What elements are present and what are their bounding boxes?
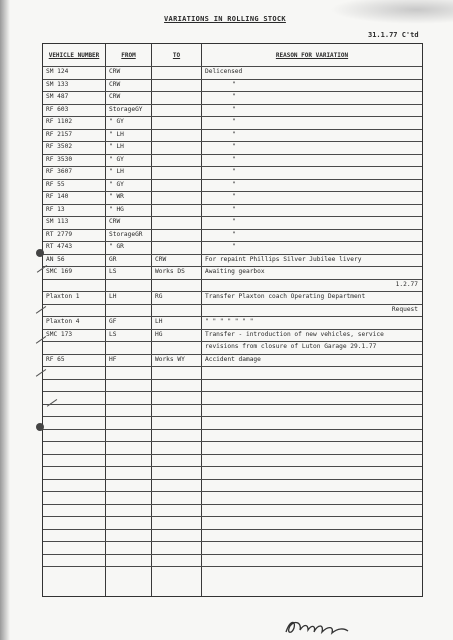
to-cell xyxy=(152,154,203,166)
reason-cell: " xyxy=(232,80,236,88)
reason-cell: Awaiting gearbox xyxy=(205,268,265,275)
table-row xyxy=(43,316,422,328)
vehicle-number-cell: RF 3607 xyxy=(46,168,73,175)
from-cell: LS xyxy=(109,268,117,275)
vehicle-number-cell: SMC 169 xyxy=(46,268,73,275)
photocopy-smudge xyxy=(330,0,453,24)
to-cell: HG xyxy=(155,330,163,338)
to-cell: CRW xyxy=(155,255,167,263)
from-cell: " GR xyxy=(109,243,124,250)
empty-table-row xyxy=(43,479,422,491)
from-cell xyxy=(106,304,153,316)
from-cell: CRW xyxy=(109,218,121,225)
vehicle-number-cell: RF 3530 xyxy=(46,155,73,163)
vehicle-number-cell: RF 3502 xyxy=(46,143,73,150)
from-cell: CRW xyxy=(109,68,121,75)
empty-table-row xyxy=(43,379,422,391)
vehicle-number-cell: RF 65 xyxy=(46,355,65,363)
empty-table-row xyxy=(43,529,422,541)
to-cell: LH xyxy=(155,318,163,325)
header-vehicle-number: VEHICLE NUMBER xyxy=(48,51,100,59)
vehicle-number-cell xyxy=(43,341,108,353)
vehicle-number-cell: Plaxton 1 xyxy=(46,293,80,300)
table-header xyxy=(43,44,422,66)
vehicle-number-cell: Plaxton 4 xyxy=(46,318,80,325)
from-cell: " GY xyxy=(109,118,124,125)
reason-cell: revisions from closure of Luton Garage 29.1.77 xyxy=(205,343,377,350)
reason-cell: Transfer Plaxton coach Operating Department xyxy=(205,293,366,300)
table-row xyxy=(43,304,422,316)
header-to: TO xyxy=(172,51,181,59)
to-cell xyxy=(152,304,203,316)
empty-table-row xyxy=(43,491,422,503)
document-title: VARIATIONS IN ROLLING STOCK xyxy=(164,15,286,23)
empty-table-row xyxy=(43,504,422,516)
table-row xyxy=(43,91,422,103)
to-cell: Works DS xyxy=(155,268,185,275)
table-row xyxy=(43,279,422,291)
empty-table-row xyxy=(43,516,422,528)
reason-cell: " " " " " " " xyxy=(205,318,254,325)
to-cell: RG xyxy=(155,293,163,300)
header-from: FROM xyxy=(121,51,136,59)
to-cell xyxy=(152,166,203,178)
from-cell: " LH xyxy=(109,130,124,138)
table-row xyxy=(43,66,422,78)
table-row xyxy=(43,154,422,166)
table-row xyxy=(43,254,422,266)
reason-cell: " xyxy=(232,180,236,188)
from-cell: " GY xyxy=(109,155,124,163)
reason-cell: Transfer - introduction of new vehicles, service xyxy=(205,330,384,338)
from-cell: CRW xyxy=(109,80,121,88)
from-cell: " GY xyxy=(109,180,124,188)
table-row xyxy=(43,116,422,128)
table-row xyxy=(43,204,422,216)
table-row xyxy=(43,191,422,203)
vehicle-number-cell xyxy=(43,304,108,316)
empty-table-row xyxy=(43,416,422,428)
empty-table-row xyxy=(43,404,422,416)
reason-cell: " xyxy=(232,243,236,250)
from-cell: " WR xyxy=(109,193,124,200)
vehicle-number-cell: AN 56 xyxy=(46,255,65,263)
table-row xyxy=(43,329,422,341)
to-cell xyxy=(152,204,203,216)
reason-cell: " xyxy=(232,155,236,163)
vehicle-number-cell xyxy=(43,279,108,291)
to-cell xyxy=(152,141,203,153)
to-cell xyxy=(152,241,203,253)
table-row xyxy=(43,104,422,116)
empty-table-row xyxy=(43,391,422,403)
vehicle-number-cell: RF 140 xyxy=(46,193,69,200)
punch-hole xyxy=(36,423,44,431)
from-cell xyxy=(106,279,153,291)
vehicle-number-cell: SM 133 xyxy=(46,80,69,88)
to-cell xyxy=(152,66,203,78)
vehicle-number-cell: RF 55 xyxy=(46,180,65,188)
document-date: 31.1.77 C'td xyxy=(368,31,419,39)
variations-table xyxy=(42,43,423,597)
from-cell: CRW xyxy=(109,93,121,100)
table-row xyxy=(43,266,422,278)
vehicle-number-cell: RT 2779 xyxy=(46,230,73,238)
table-row xyxy=(43,166,422,178)
reason-cell: " xyxy=(232,218,236,225)
to-cell xyxy=(152,116,203,128)
vehicle-number-cell: RT 4743 xyxy=(46,243,73,250)
reason-cell: " xyxy=(232,143,236,150)
reason-cell: " xyxy=(232,168,236,175)
from-cell: " HG xyxy=(109,205,124,213)
empty-table-row xyxy=(43,454,422,466)
empty-table-row xyxy=(43,366,422,378)
to-cell xyxy=(152,279,203,291)
vehicle-number-cell: RF 603 xyxy=(46,105,69,113)
table-row xyxy=(43,291,422,303)
from-cell: HF xyxy=(109,355,117,363)
to-cell xyxy=(152,104,203,116)
reason-cell: " xyxy=(232,118,236,125)
empty-table-row xyxy=(43,429,422,441)
from-cell: GR xyxy=(109,255,117,263)
vehicle-number-cell: SM 113 xyxy=(46,218,69,225)
reason-cell: " xyxy=(232,230,236,238)
reason-cell: " xyxy=(232,105,236,113)
vehicle-number-cell: RF 13 xyxy=(46,205,65,213)
from-cell: LS xyxy=(109,330,117,338)
from-cell: StorageGY xyxy=(109,105,143,113)
empty-table-row xyxy=(43,466,422,478)
vehicle-number-cell: RF 2157 xyxy=(46,130,73,138)
empty-table-row xyxy=(43,554,422,566)
page-edge-shadow xyxy=(0,0,10,640)
table-row xyxy=(43,216,422,228)
from-cell: LH xyxy=(109,293,117,300)
to-cell xyxy=(152,129,203,141)
reason-cell: 1.2.77 xyxy=(395,280,418,288)
reason-cell: Request xyxy=(391,305,418,313)
to-cell xyxy=(152,179,203,191)
table-row xyxy=(43,354,422,366)
vehicle-number-cell: SM 487 xyxy=(46,93,69,100)
reason-cell: Delicensed xyxy=(205,68,243,75)
reason-cell: For repaint Phillips Silver Jubilee livery xyxy=(205,255,362,263)
to-cell xyxy=(152,229,203,241)
from-cell: " LH xyxy=(109,143,124,150)
to-cell xyxy=(152,216,203,228)
header-reason: REASON FOR VARIATION xyxy=(275,51,349,59)
table-row xyxy=(43,79,422,91)
reason-cell: " xyxy=(232,193,236,200)
table-row xyxy=(43,341,422,353)
table-row xyxy=(43,141,422,153)
reason-cell: " xyxy=(232,93,236,100)
signature xyxy=(282,616,362,638)
vehicle-number-cell: RF 1102 xyxy=(46,118,73,125)
empty-table-row xyxy=(43,566,422,578)
vehicle-number-cell: SMC 173 xyxy=(46,330,73,338)
from-cell: " LH xyxy=(109,168,124,175)
to-cell: Works WY xyxy=(155,355,185,363)
table-row xyxy=(43,179,422,191)
to-cell xyxy=(152,191,203,203)
table-row xyxy=(43,229,422,241)
from-cell xyxy=(106,341,153,353)
to-cell xyxy=(152,91,203,103)
empty-table-row xyxy=(43,541,422,553)
vehicle-number-cell: SM 124 xyxy=(46,68,69,75)
table-row xyxy=(43,241,422,253)
reason-cell: " xyxy=(232,205,236,213)
table-row xyxy=(43,129,422,141)
to-cell xyxy=(152,79,203,91)
empty-table-row xyxy=(43,441,422,453)
to-cell xyxy=(152,341,203,353)
from-cell: StorageGR xyxy=(109,230,143,238)
reason-cell: " xyxy=(232,130,236,138)
from-cell: GF xyxy=(109,318,117,325)
punch-hole xyxy=(36,249,44,257)
reason-cell: Accident damage xyxy=(205,355,261,363)
